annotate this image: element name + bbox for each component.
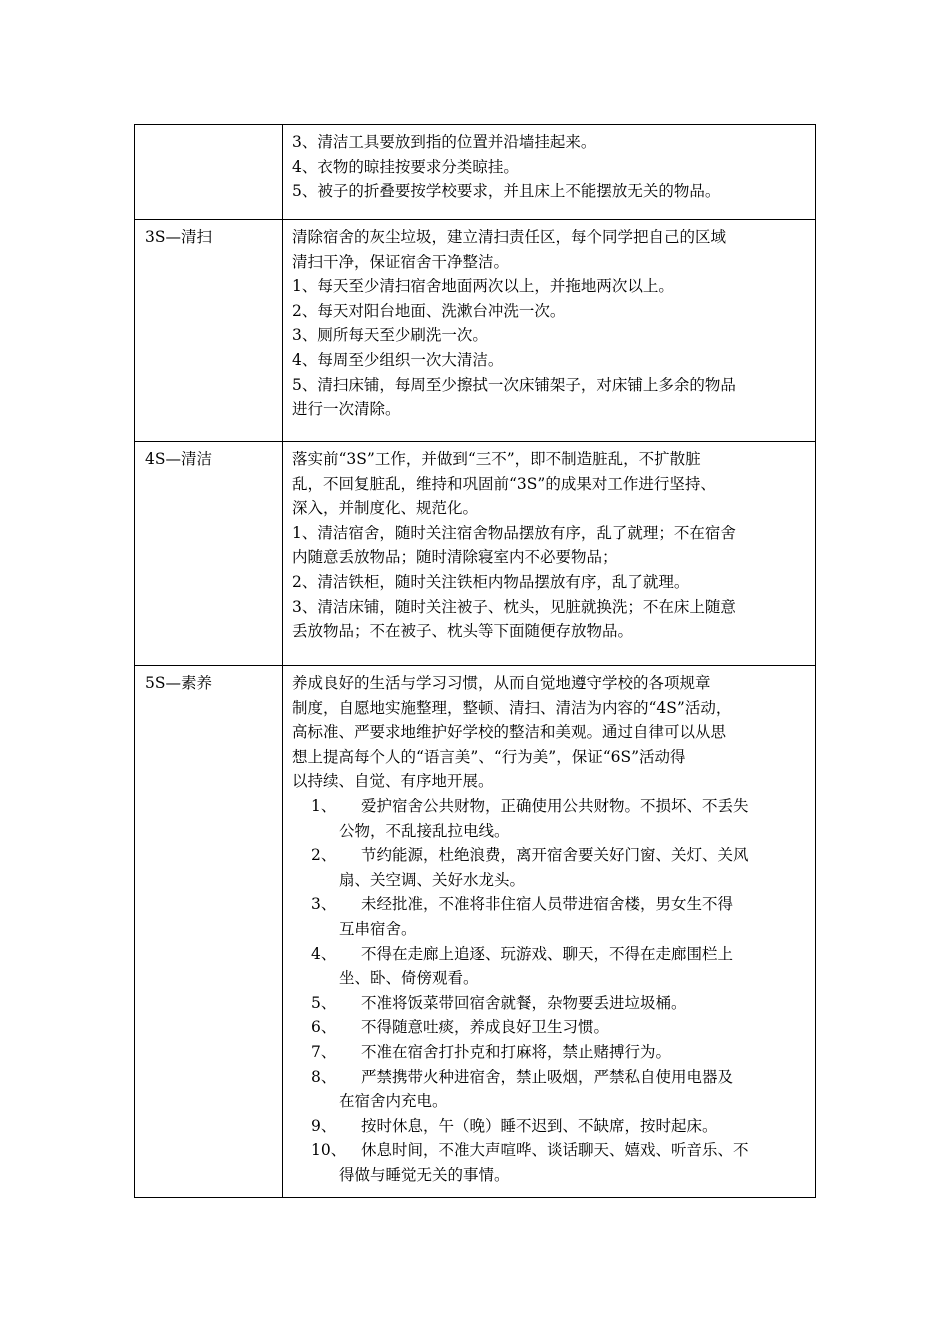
table-row: [135, 666, 816, 1198]
rule-text: 按时休息，午（晚）睡不迟到、不缺席，按时起床。: [361, 1116, 718, 1135]
rule-line: 1、清洁宿舍，随时关注宿舍物品摆放有序，乱了就理；不在宿舍: [292, 523, 736, 542]
table-row: [135, 125, 816, 220]
category-cell: 4S—清洁: [135, 442, 283, 666]
rule-text-continued: 公物，不乱接乱拉电线。: [339, 821, 510, 840]
rule-line: 清扫干净，保证宿舍干净整洁。: [292, 252, 510, 271]
rule-text-continued: 坐、卧、倚傍观看。: [339, 969, 479, 988]
rule-line: 2、清洁铁柜，随时关注铁柜内物品摆放有序，乱了就理。: [292, 572, 690, 591]
rule-line: 1、每天至少清扫宿舍地面两次以上，并拖地两次以上。: [292, 277, 674, 296]
rule-number: 8、: [311, 1067, 337, 1086]
rule-number: 7、: [311, 1042, 337, 1061]
rule-number: 6、: [311, 1018, 337, 1037]
rule-text-continued: 得做与睡觉无关的事情。: [339, 1165, 510, 1184]
rule-text: 休息时间，不准大声喧哗、谈话聊天、嬉戏、听音乐、不: [361, 1141, 749, 1160]
rule-line: 3、清洁工具要放到指的位置并沿墙挂起来。: [292, 133, 597, 151]
rule-text-continued: 扇、关空调、关好水龙头。: [339, 870, 526, 889]
rule-number: 3、: [311, 895, 337, 914]
rule-line: 4、衣物的晾挂按要求分类晾挂。: [292, 157, 519, 176]
table-row: [135, 442, 816, 666]
rule-line: 4、每周至少组织一次大清洁。: [292, 350, 504, 369]
rule-line: 丢放物品；不在被子、枕头等下面随便存放物品。: [292, 622, 634, 641]
numbered-rule: [292, 892, 805, 941]
category-cell: 3S—清扫: [135, 220, 283, 442]
rule-text-continued: 在宿舍内充电。: [339, 1092, 448, 1111]
rule-line: 落实前“3S”工作，并做到“三不”，即不制造脏乱，不扩散脏: [292, 450, 701, 468]
rule-text: 不准将饭菜带回宿舍就餐，杂物要丢进垃圾桶。: [361, 993, 687, 1012]
rule-text: 严禁携带火种进宿舍，禁止吸烟，严禁私自使用电器及: [361, 1067, 734, 1086]
rule-text: 不准在宿舍打扑克和打麻将，禁止赌搏行为。: [361, 1042, 672, 1061]
rule-line: 2、每天对阳台地面、洗漱台冲洗一次。: [292, 301, 566, 320]
intro-line: 想上提高每个人的“语言美”、“行为美”，保证“6S”活动得: [292, 747, 686, 766]
rules-table: [134, 124, 816, 1198]
rule-line: 内随意丢放物品；随时清除寝室内不必要物品；: [292, 548, 618, 567]
table-row: [135, 220, 816, 442]
numbered-rule: [292, 794, 805, 843]
numbered-rule: [292, 1114, 805, 1139]
rule-number: 2、: [311, 846, 337, 865]
rule-line: 5、清扫床铺，每周至少擦拭一次床铺架子，对床铺上多余的物品: [292, 375, 736, 394]
rules-table-container: [134, 124, 816, 1198]
numbered-rule: [292, 843, 805, 892]
category-cell: 5S—素养: [135, 666, 283, 1198]
numbered-rule: [292, 1065, 805, 1114]
numbered-rule: [292, 991, 805, 1016]
rule-number: 5、: [311, 993, 337, 1012]
numbered-rule: [292, 942, 805, 991]
category-cell: [135, 125, 283, 220]
numbered-rule: [292, 1138, 805, 1187]
rule-number: 10、: [311, 1141, 347, 1160]
rule-line: 3、清洁床铺，随时关注被子、枕头，见脏就换洗；不在床上随意: [292, 597, 736, 616]
rule-text: 节约能源，杜绝浪费，离开宿舍要关好门窗、关灯、关风: [361, 846, 749, 865]
rule-number: 1、: [311, 796, 337, 815]
content-cell: [283, 442, 816, 666]
intro-line: 以持续、自觉、有序地开展。: [292, 772, 494, 791]
rule-text: 爱护宿舍公共财物，正确使用公共财物。不损坏、不丢失: [361, 796, 749, 815]
numbered-rule: [292, 1040, 805, 1065]
rule-text: 未经批准，不准将非住宿人员带进宿舍楼，男女生不得: [361, 895, 734, 914]
intro-line: 养成良好的生活与学习习惯，从而自觉地遵守学校的各项规章: [292, 674, 711, 692]
rule-number: 9、: [311, 1116, 337, 1135]
rule-line: 深入，并制度化、规范化。: [292, 499, 479, 518]
numbered-rule: [292, 1015, 805, 1040]
intro-line: 制度，自愿地实施整理，整顿、清扫、清洁为内容的“4S”活动，: [292, 698, 732, 717]
rule-line: 乱，不回复脏乱，维持和巩固前“3S”的成果对工作进行坚持、: [292, 474, 716, 493]
intro-line: 高标准、严要求地维护好学校的整洁和美观。通过自律可以从思: [292, 723, 727, 742]
rule-text-continued: 互串宿舍。: [339, 919, 417, 938]
rule-text: 不得随意吐痰，养成良好卫生习惯。: [361, 1018, 610, 1037]
rule-line: 5、被子的折叠要按学校要求，并且床上不能摆放无关的物品。: [292, 182, 721, 201]
content-cell: [283, 125, 816, 220]
rule-line: 进行一次清除。: [292, 400, 401, 419]
content-cell: [283, 666, 816, 1198]
content-cell: [283, 220, 816, 442]
rule-line: 清除宿舍的灰尘垃圾，建立清扫责任区，每个同学把自己的区域: [292, 228, 727, 246]
rule-line: 3、厕所每天至少刷洗一次。: [292, 326, 488, 345]
rule-text: 不得在走廊上追逐、玩游戏、聊天，不得在走廊围栏上: [361, 944, 734, 963]
rule-number: 4、: [311, 944, 337, 963]
